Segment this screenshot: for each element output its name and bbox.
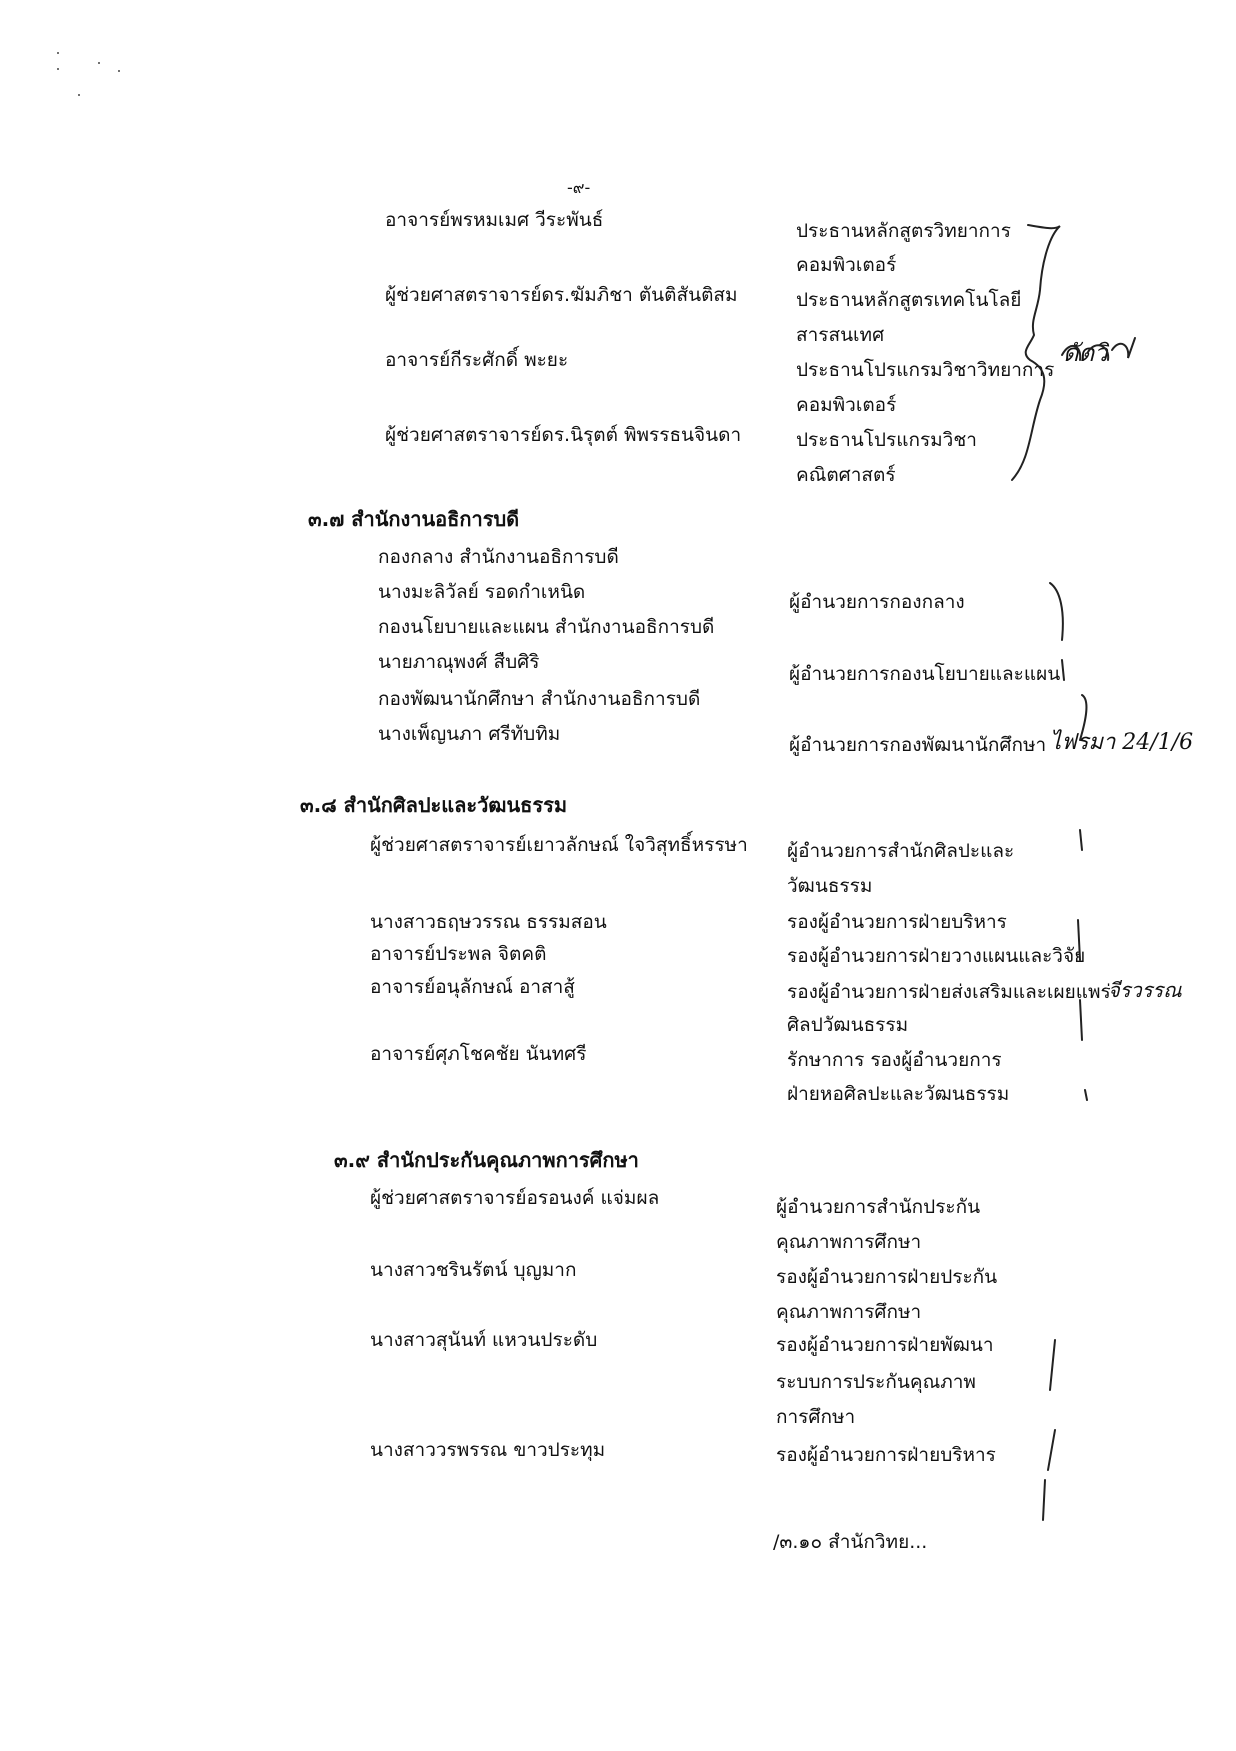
- position-line: คุณภาพการศึกษา: [776, 1231, 922, 1253]
- position-line: ระบบการประกันคุณภาพ: [776, 1371, 976, 1393]
- section-heading: ๓.๙ สำนักประกันคุณภาพการศึกษา: [334, 1148, 639, 1172]
- position-line: ศิลปวัฒนธรรม: [787, 1014, 909, 1036]
- position-line: ผู้อำนวยการกองกลาง: [789, 591, 965, 613]
- position-line: วัฒนธรรม: [787, 875, 873, 897]
- position-line: รองผู้อำนวยการฝ่ายวางแผนและวิจัย: [787, 945, 1086, 967]
- position-line: ฝ่ายหอศิลปะและวัฒนธรรม: [787, 1083, 1010, 1105]
- person-name: ผู้ช่วยศาสตราจารย์ดร.นิรุตต์ พิพรรธนจินดา: [385, 424, 742, 446]
- position-line: ผู้อำนวยการสำนักประกัน: [776, 1196, 981, 1218]
- position-line: รองผู้อำนวยการฝ่ายส่งเสริมและเผยแพร่: [787, 981, 1111, 1003]
- position-line: รองผู้อำนวยการฝ่ายประกัน: [776, 1266, 998, 1288]
- person-name: นางมะลิวัลย์ รอดกำเหนิด: [378, 581, 586, 603]
- position-line: ประธานหลักสูตรวิทยาการ: [796, 220, 1011, 242]
- person-name: อาจารย์กีระศักดิ์ พะยะ: [385, 349, 569, 371]
- position-line: คอมพิวเตอร์: [796, 394, 897, 416]
- position-line: ประธานโปรแกรมวิชาวิทยาการ: [796, 359, 1055, 381]
- brace-mark: [1012, 225, 1060, 480]
- position-line: รองผู้อำนวยการฝ่ายบริหาร: [787, 911, 1007, 933]
- division-name: กองพัฒนานักศึกษา สำนักงานอธิการบดี: [378, 688, 701, 710]
- position-line: สารสนเทศ: [796, 324, 885, 346]
- position-line: คอมพิวเตอร์: [796, 254, 897, 276]
- position-line: คุณภาพการศึกษา: [776, 1301, 922, 1323]
- person-name: อาจารย์ประพล จิตคติ: [370, 943, 547, 965]
- bracket-mark: [1043, 1340, 1055, 1520]
- section-heading: ๓.๗ สำนักงานอธิการบดี: [308, 507, 520, 531]
- person-name: ผู้ช่วยศาสตราจารย์ดร.ฆัมภิชา ตันติสันติสม: [385, 284, 738, 306]
- person-name: นางสาวธฤษวรรณ ธรรมสอน: [370, 911, 607, 933]
- position-line: ประธานหลักสูตรเทคโนโลยี: [796, 289, 1022, 311]
- position-line: รองผู้อำนวยการฝ่ายพัฒนา: [776, 1334, 994, 1356]
- person-name: นางสาววรพรรณ ขาวประทุม: [370, 1439, 606, 1461]
- page-number: -๙-: [567, 178, 591, 197]
- bracket-mark: [1078, 830, 1087, 1100]
- handwritten-signature: ไฟรมา 24/1/6: [1050, 730, 1194, 755]
- person-name: นางเพ็ญนภา ศรีทับทิม: [378, 723, 561, 745]
- position-line: คณิตศาสตร์: [796, 464, 896, 486]
- person-name: นางสาวสุนันท์ แหวนประดับ: [370, 1329, 598, 1351]
- person-name: ผู้ช่วยศาสตราจารย์เยาวลักษณ์ ใจวิสุทธิ์หรรษา: [370, 834, 748, 856]
- person-name: อาจารย์พรหมเมศ วีระพันธ์: [385, 209, 604, 231]
- division-name: กองนโยบายและแผน สำนักงานอธิการบดี: [378, 616, 715, 638]
- section-heading: ๓.๘ สำนักศิลปะและวัฒนธรรม: [300, 793, 568, 817]
- person-name: นางสาวชรินรัตน์ บุญมาก: [370, 1259, 577, 1281]
- person-name: นายภาณุพงศ์ สืบศิริ: [378, 651, 540, 673]
- position-line: ผู้อำนวยการสำนักศิลปะและ: [787, 840, 1015, 862]
- position-line: การศึกษา: [776, 1406, 856, 1428]
- division-name: กองกลาง สำนักงานอธิการบดี: [378, 546, 619, 568]
- person-name: ผู้ช่วยศาสตราจารย์อรอนงค์ แจ่มผล: [370, 1187, 660, 1209]
- position-line: รักษาการ รองผู้อำนวยการ: [787, 1049, 1002, 1071]
- position-line: ผู้อำนวยการกองพัฒนานักศึกษา: [789, 734, 1047, 756]
- signature-scribble: [1062, 338, 1135, 360]
- handwritten-signature: ดัดวิ: [1063, 339, 1108, 367]
- bracket-mark: [1050, 583, 1086, 740]
- position-line: รองผู้อำนวยการฝ่ายบริหาร: [776, 1444, 996, 1466]
- position-line: ประธานโปรแกรมวิชา: [796, 429, 977, 451]
- person-name: อาจารย์อนุลักษณ์ อาสาสู้: [370, 976, 575, 998]
- position-line: ผู้อำนวยการกองนโยบายและแผน: [789, 663, 1061, 685]
- handwritten-signature: จีรวรรณ: [1108, 978, 1182, 1002]
- person-name: อาจารย์ศุภโชคชัย นันทศรี: [370, 1043, 587, 1065]
- continuation-text: /๓.๑๐ สำนักวิทย...: [773, 1531, 928, 1553]
